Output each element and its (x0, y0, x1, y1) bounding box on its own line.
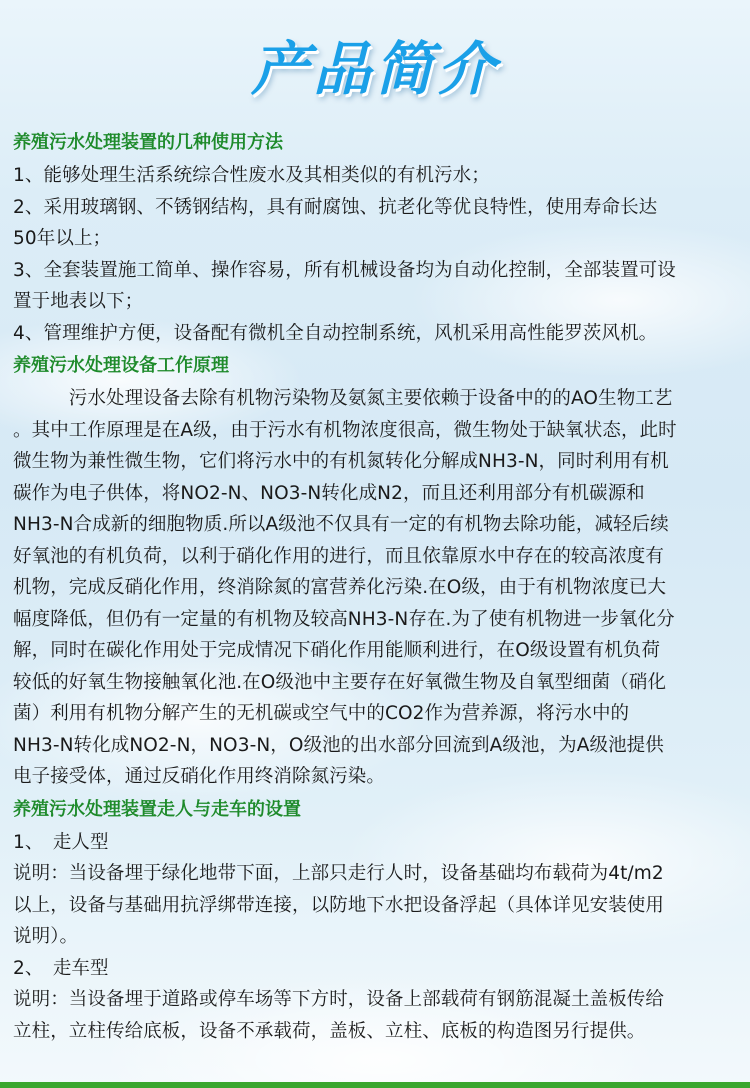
text-line: 解，同时在碳化作用处于完成情况下硝化作用能顺利进行，在O级设置有机负荷 (13, 640, 661, 661)
text-line: 碳作为电子供体，将NO2-N、NO3-N转化成N2，而且还利用部分有机碳源和 (13, 482, 645, 504)
text-line: 好氧池的有机负荷，以利于硝化作用的进行，而且依靠原水中存在的较高浓度有 (13, 545, 665, 567)
text-line: 说明：当设备埋于绿化地带下面，上部只走行人时，设备基础均布载荷为4t/m2 (13, 863, 664, 884)
text-line: 机物，完成反硝化作用，终消除氮的富营养化污染.在O级，由于有机物浓度已大 (13, 577, 667, 598)
text-line: 以上，设备与基础用抗浮绑带连接，以防地下水把设备浮起（具体详见安装使用 (13, 894, 665, 916)
page-title: 产品简介 (250, 35, 499, 103)
content-body (13, 126, 740, 1047)
text-line: 立柱，立柱传给底板，设备不承载荷，盖板、立柱、底板的构造图另行提供。 (13, 1020, 646, 1042)
text-line: 说明：当设备埋于道路或停车场等下方时，设备上部载荷有钢筋混凝土盖板传给 (13, 989, 665, 1010)
bottom-accent-bar (0, 1082, 750, 1088)
text-line: 幅度降低，但仍有一定量的有机物及较高NH3-N存在.为了使有机物进一步氧化分 (13, 608, 675, 630)
text-line: 电子接受体，通过反硝化作用终消除氮污染。 (13, 766, 386, 787)
text-line: NH3-N转化成NO2-N，NO3-N，O级池的出水部分回流到A级池，为A级池提供 (13, 734, 664, 756)
text-line: 3、全套装置施工简单、操作容易，所有机械设备均为自动化控制，全部装置可设 (13, 259, 676, 281)
text-line: 说明）。 (13, 926, 79, 947)
text-line: 菌）利用有机物分解产生的无机碳或空气中的CO2作为营养源，将污水中的 (13, 703, 630, 724)
text-line: 。其中工作原理是在A级，由于污水有机物浓度很高，微生物处于缺氧状态，此时 (13, 419, 677, 441)
text-line: 2、 走车型 (13, 957, 109, 979)
section-usage-methods (13, 126, 740, 349)
text-line: 50年以上； (13, 228, 112, 249)
section-heading: 养殖污水处理装置走人与走车的设置 (13, 798, 301, 820)
text-line: 微生物为兼性微生物，它们将污水中的有机氮转化分解成NH3-N，同时利用有机 (13, 451, 669, 472)
text-line: 污水处理设备去除有机物污染物及氨氮主要依赖于设备中的的AO生物工艺 (13, 388, 673, 409)
text-line: 4、管理维护方便，设备配有微机全自动控制系统，风机采用高性能罗茨风机。 (13, 322, 658, 344)
text-line: 较低的好氧生物接触氧化池.在O级池中主要存在好氧微生物及自氧型细菌（硝化 (13, 671, 667, 693)
section-pedestrian-vehicle-setup (13, 793, 740, 1048)
section-heading: 养殖污水处理装置的几种使用方法 (13, 132, 283, 153)
text-line: 1、能够处理生活系统综合性废水及其相类似的有机污水； (13, 165, 490, 186)
text-line: 置于地表以下； (13, 291, 144, 312)
text-line: 1、 走人型 (13, 831, 109, 853)
section-working-principle (13, 349, 740, 793)
text-line: NH3-N合成新的细胞物质.所以A级池不仅具有一定的有机物去除功能，减轻后续 (13, 514, 669, 535)
section-heading: 养殖污水处理设备工作原理 (13, 355, 229, 376)
text-line: 2、采用玻璃钢、不锈钢结构，具有耐腐蚀、抗老化等优良特性，使用寿命长达 (13, 196, 658, 218)
